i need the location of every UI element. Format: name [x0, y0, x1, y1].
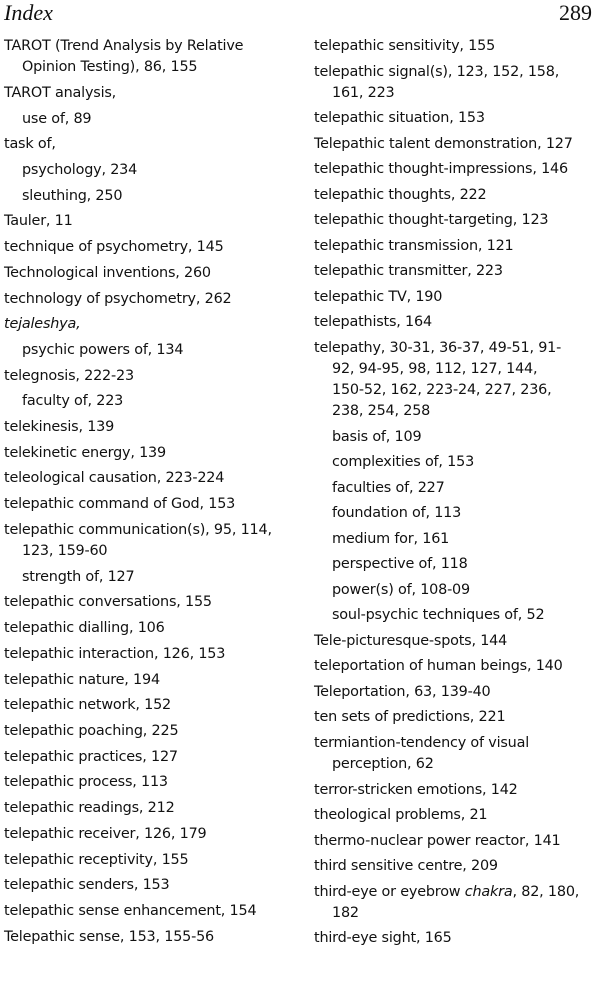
entry-text: terror-stricken emotions, 142: [314, 781, 518, 798]
index-entry: [314, 134, 596, 155]
index-entry: [314, 882, 596, 924]
entry-text: telepathic TV, 190: [314, 288, 443, 305]
entry-text: telepathic sense enhancement, 154: [4, 902, 257, 919]
index-entry: [4, 520, 296, 562]
index-entry: [4, 314, 296, 335]
index-entry: [314, 478, 596, 499]
entry-text: telekinetic energy, 139: [4, 444, 166, 461]
index-entry: [314, 733, 596, 775]
entry-text: third-eye sight, 165: [314, 930, 452, 947]
entry-text: telepathic command of God, 153: [4, 496, 236, 513]
index-entry: [4, 109, 296, 130]
index-entry: [4, 468, 296, 489]
entry-text: Telepathic talent demonstration, 127: [314, 135, 573, 152]
entry-continuation: Opinion Testing), 86, 155: [22, 59, 198, 76]
index-entry: [4, 747, 296, 768]
index-entry: [4, 850, 296, 871]
entry-text: telepathy, 30-31, 36-37, 49-51, 91-: [314, 339, 562, 356]
index-entry: [4, 670, 296, 691]
entry-text: telegnosis, 222-23: [4, 367, 134, 384]
entry-text: use of, 89: [22, 110, 92, 127]
entry-text: faculties of, 227: [332, 479, 445, 496]
entry-text: third-eye or eyebrow chakra, 82, 180,: [314, 883, 580, 900]
entry-text: task of,: [4, 136, 56, 153]
entry-text: telepathic situation, 153: [314, 110, 485, 127]
entry-text: teleportation of human beings, 140: [314, 658, 563, 675]
entry-text: TAROT (Trend Analysis by Relative: [4, 38, 244, 54]
entry-text: telekinesis, 139: [4, 419, 115, 436]
entry-text: telepathic dialling, 106: [4, 620, 165, 637]
index-entry: [4, 494, 296, 515]
index-entry: [314, 338, 596, 423]
entry-text: complexities of, 153: [332, 454, 475, 471]
entry-text: Technological inventions, 260: [4, 264, 211, 281]
entry-continuation: 161, 223: [332, 84, 395, 101]
italic-term: chakra: [464, 883, 513, 900]
entry-text: teleological causation, 223-224: [4, 470, 225, 487]
entry-text: telepathic readings, 212: [4, 800, 175, 817]
index-entry: [4, 417, 296, 438]
index-entry: [314, 210, 596, 231]
entry-continuation: 92, 94-95, 98, 112, 127, 144,: [332, 360, 538, 377]
index-entry: [4, 798, 296, 819]
index-entry: [4, 721, 296, 742]
index-entry: [4, 340, 296, 361]
index-entry: [314, 36, 596, 57]
index-entry: [314, 108, 596, 129]
index-entry: [314, 605, 596, 626]
entry-text: power(s) of, 108-09: [332, 581, 470, 598]
index-column-left: [4, 36, 296, 952]
index-entry: [314, 656, 596, 677]
running-head-title: Index: [4, 0, 53, 25]
index-entry: [4, 772, 296, 793]
entry-text: telepathic interaction, 126, 153: [4, 645, 226, 662]
index-entry: [314, 287, 596, 308]
entry-text: telepathic transmission, 121: [314, 237, 514, 254]
index-entry: [4, 83, 296, 104]
entry-text: telepathic signal(s), 123, 152, 158,: [314, 63, 560, 80]
entry-text: theological problems, 21: [314, 807, 488, 824]
index-entry: [4, 211, 296, 232]
entry-text: basis of, 109: [332, 428, 422, 445]
entry-text: perspective of, 118: [332, 556, 468, 573]
index-entry: [4, 391, 296, 412]
entry-text: thermo-nuclear power reactor, 141: [314, 832, 561, 849]
index-entry: [4, 695, 296, 716]
entry-text: telepathic senders, 153: [4, 877, 170, 894]
index-entry: [4, 134, 296, 155]
entry-text: telepathic nature, 194: [4, 671, 160, 688]
index-entry: [4, 366, 296, 387]
index-entry: [314, 62, 596, 104]
entry-text: telepathic sensitivity, 155: [314, 38, 496, 54]
index-entry: [4, 289, 296, 310]
index-entry: [314, 780, 596, 801]
entry-text: Teleportation, 63, 139-40: [314, 683, 491, 700]
entry-text: Tele-picturesque-spots, 144: [314, 632, 508, 649]
entry-text: telepathic conversations, 155: [4, 594, 212, 611]
index-entry: [4, 901, 296, 922]
entry-continuation: 150-52, 162, 223-24, 227, 236,: [332, 382, 552, 399]
index-entry: [314, 554, 596, 575]
entry-text: telepathic thoughts, 222: [314, 186, 487, 203]
entry-text: telepathic poaching, 225: [4, 722, 179, 739]
index-entry: [4, 824, 296, 845]
entry-text: telepathic transmitter, 223: [314, 263, 503, 280]
entry-text: TAROT analysis,: [4, 84, 117, 101]
index-entry: [314, 503, 596, 524]
entry-text: psychology, 234: [22, 162, 138, 179]
entry-continuation: 238, 254, 258: [332, 403, 431, 420]
index-entry: [314, 236, 596, 257]
entry-text: faculty of, 223: [22, 393, 124, 410]
index-entry: [4, 567, 296, 588]
entry-text: technique of psychometry, 145: [4, 239, 224, 256]
entry-text: telepathic network, 152: [4, 697, 172, 714]
entry-text: strength of, 127: [22, 568, 135, 585]
index-entry: [4, 263, 296, 284]
entry-text: sleuthing, 250: [22, 187, 123, 204]
index-entry: [4, 160, 296, 181]
index-entry: [4, 186, 296, 207]
entry-text: ten sets of predictions, 221: [314, 709, 506, 726]
entry-text: termiantion-tendency of visual: [314, 734, 529, 751]
entry-continuation: perception, 62: [332, 756, 434, 773]
entry-text: telepathic process, 113: [4, 774, 168, 791]
index-entry: [314, 707, 596, 728]
index-entry: [4, 592, 296, 613]
index-entry: [4, 927, 296, 948]
index-entry: [314, 831, 596, 852]
entry-text: telepathic communication(s), 95, 114,: [4, 521, 272, 538]
entry-text: telepathic receiver, 126, 179: [4, 825, 207, 842]
index-entry: [314, 312, 596, 333]
index-entry: [314, 529, 596, 550]
index-entry: [314, 805, 596, 826]
index-entry: [314, 185, 596, 206]
index-entry: [314, 261, 596, 282]
entry-text: Tauler, 11: [4, 213, 73, 230]
index-column-right: [314, 36, 596, 954]
index-entry: [314, 682, 596, 703]
entry-text: psychic powers of, 134: [22, 341, 184, 358]
index-entry: [314, 631, 596, 652]
entry-text: soul-psychic techniques of, 52: [332, 607, 545, 624]
entry-text: telepathic receptivity, 155: [4, 851, 189, 868]
entry-text: tejaleshya,: [4, 316, 81, 333]
index-entry: [314, 856, 596, 877]
entry-text: telepathic thought-targeting, 123: [314, 212, 549, 229]
entry-text: technology of psychometry, 262: [4, 290, 232, 307]
entry-text: foundation of, 113: [332, 505, 462, 522]
index-entry: [4, 237, 296, 258]
entry-text: Telepathic sense, 153, 155-56: [4, 928, 215, 945]
entry-text: telepathic practices, 127: [4, 748, 178, 765]
index-entry: [314, 427, 596, 448]
index-entry: [4, 644, 296, 665]
index-entry: [4, 618, 296, 639]
index-entry: [4, 36, 296, 78]
page-number: 289: [559, 0, 592, 25]
entry-continuation: 123, 159-60: [22, 543, 108, 560]
entry-text: medium for, 161: [332, 530, 450, 547]
entry-text: telepathic thought-impressions, 146: [314, 161, 568, 178]
entry-text: telepathists, 164: [314, 314, 432, 331]
entry-text: third sensitive centre, 209: [314, 858, 498, 875]
index-entry: [4, 875, 296, 896]
index-entry: [314, 452, 596, 473]
index-entry: [314, 159, 596, 180]
entry-continuation: 182: [332, 904, 359, 921]
index-entry: [4, 443, 296, 464]
index-entry: [314, 928, 596, 949]
index-entry: [314, 580, 596, 601]
